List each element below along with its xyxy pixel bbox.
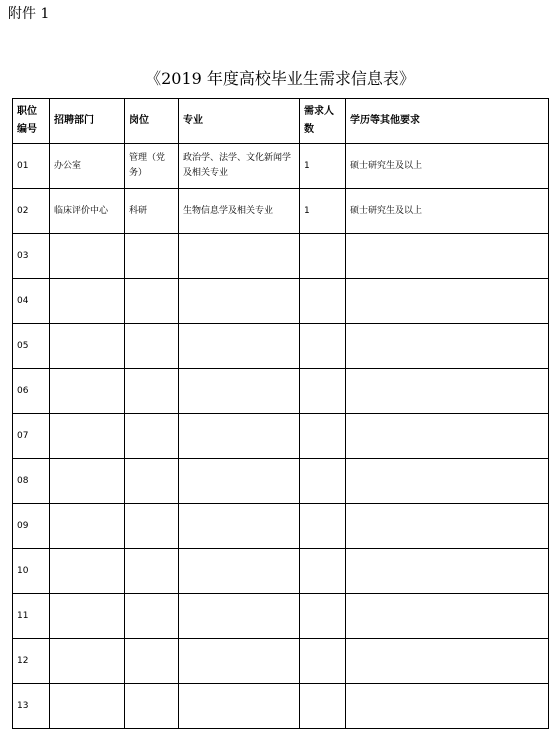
headcount-cell <box>300 279 346 324</box>
department-cell <box>50 234 125 279</box>
requirements-cell <box>346 459 549 504</box>
column-header-major: 专业 <box>179 99 300 144</box>
column-header-headcount: 需求人数 <box>300 99 346 144</box>
table-row <box>13 369 549 414</box>
position-number-cell: 04 <box>13 279 50 324</box>
demand-info-table <box>12 98 549 729</box>
table-row <box>13 414 549 459</box>
position-number-cell: 10 <box>13 549 50 594</box>
major-cell <box>179 684 300 729</box>
requirements-cell <box>346 504 549 549</box>
department-cell <box>50 279 125 324</box>
position-number-cell: 11 <box>13 594 50 639</box>
table-row <box>13 639 549 684</box>
headcount-cell <box>300 324 346 369</box>
table-row <box>13 504 549 549</box>
department-cell <box>50 324 125 369</box>
table-row <box>13 594 549 639</box>
table-header-row <box>13 99 549 144</box>
major-cell <box>179 369 300 414</box>
post-cell <box>125 549 179 594</box>
major-cell <box>179 234 300 279</box>
requirements-cell <box>346 279 549 324</box>
headcount-cell: 1 <box>300 144 346 189</box>
major-cell <box>179 549 300 594</box>
headcount-cell <box>300 414 346 459</box>
table-row <box>13 144 549 189</box>
post-cell: 科研 <box>125 189 179 234</box>
table-row <box>13 189 549 234</box>
department-cell <box>50 414 125 459</box>
post-cell: 管理（党务） <box>125 144 179 189</box>
department-cell <box>50 459 125 504</box>
headcount-cell <box>300 684 346 729</box>
headcount-cell <box>300 234 346 279</box>
headcount-cell <box>300 639 346 684</box>
major-cell <box>179 594 300 639</box>
post-cell <box>125 639 179 684</box>
post-cell <box>125 504 179 549</box>
post-cell <box>125 369 179 414</box>
table-body <box>13 144 549 729</box>
major-cell <box>179 639 300 684</box>
table-row <box>13 234 549 279</box>
position-number-cell: 13 <box>13 684 50 729</box>
table-row <box>13 324 549 369</box>
post-cell <box>125 324 179 369</box>
headcount-cell <box>300 504 346 549</box>
department-cell <box>50 504 125 549</box>
major-cell <box>179 324 300 369</box>
post-cell <box>125 459 179 504</box>
requirements-cell <box>346 639 549 684</box>
position-number-cell: 01 <box>13 144 50 189</box>
position-number-cell: 05 <box>13 324 50 369</box>
department-cell <box>50 684 125 729</box>
column-header-department: 招聘部门 <box>50 99 125 144</box>
post-cell <box>125 684 179 729</box>
requirements-cell <box>346 234 549 279</box>
table-row <box>13 459 549 504</box>
table-row <box>13 684 549 729</box>
department-cell <box>50 594 125 639</box>
post-cell <box>125 279 179 324</box>
major-cell <box>179 504 300 549</box>
position-number-cell: 02 <box>13 189 50 234</box>
major-cell <box>179 459 300 504</box>
headcount-cell <box>300 549 346 594</box>
table-row <box>13 279 549 324</box>
column-header-requirements: 学历等其他要求 <box>346 99 549 144</box>
column-header-post: 岗位 <box>125 99 179 144</box>
requirements-cell: 硕士研究生及以上 <box>346 144 549 189</box>
position-number-cell: 06 <box>13 369 50 414</box>
major-cell <box>179 414 300 459</box>
document-title: 《2019 年度高校毕业生需求信息表》 <box>145 69 415 88</box>
attachment-label: 附件 1 <box>8 6 50 22</box>
department-cell <box>50 369 125 414</box>
requirements-cell <box>346 414 549 459</box>
headcount-cell <box>300 594 346 639</box>
position-number-cell: 03 <box>13 234 50 279</box>
post-cell <box>125 594 179 639</box>
major-cell <box>179 279 300 324</box>
headcount-cell <box>300 369 346 414</box>
column-header-position-number: 职位编号 <box>13 99 50 144</box>
major-cell: 生物信息学及相关专业 <box>179 189 300 234</box>
department-cell <box>50 639 125 684</box>
requirements-cell <box>346 324 549 369</box>
position-number-cell: 09 <box>13 504 50 549</box>
position-number-cell: 08 <box>13 459 50 504</box>
requirements-cell <box>346 369 549 414</box>
post-cell <box>125 414 179 459</box>
headcount-cell <box>300 459 346 504</box>
headcount-cell: 1 <box>300 189 346 234</box>
requirements-cell: 硕士研究生及以上 <box>346 189 549 234</box>
position-number-cell: 12 <box>13 639 50 684</box>
requirements-cell <box>346 594 549 639</box>
department-cell <box>50 549 125 594</box>
table-row <box>13 549 549 594</box>
major-cell: 政治学、法学、文化新闻学及相关专业 <box>179 144 300 189</box>
post-cell <box>125 234 179 279</box>
department-cell: 办公室 <box>50 144 125 189</box>
requirements-cell <box>346 684 549 729</box>
requirements-cell <box>346 549 549 594</box>
position-number-cell: 07 <box>13 414 50 459</box>
department-cell: 临床评价中心 <box>50 189 125 234</box>
